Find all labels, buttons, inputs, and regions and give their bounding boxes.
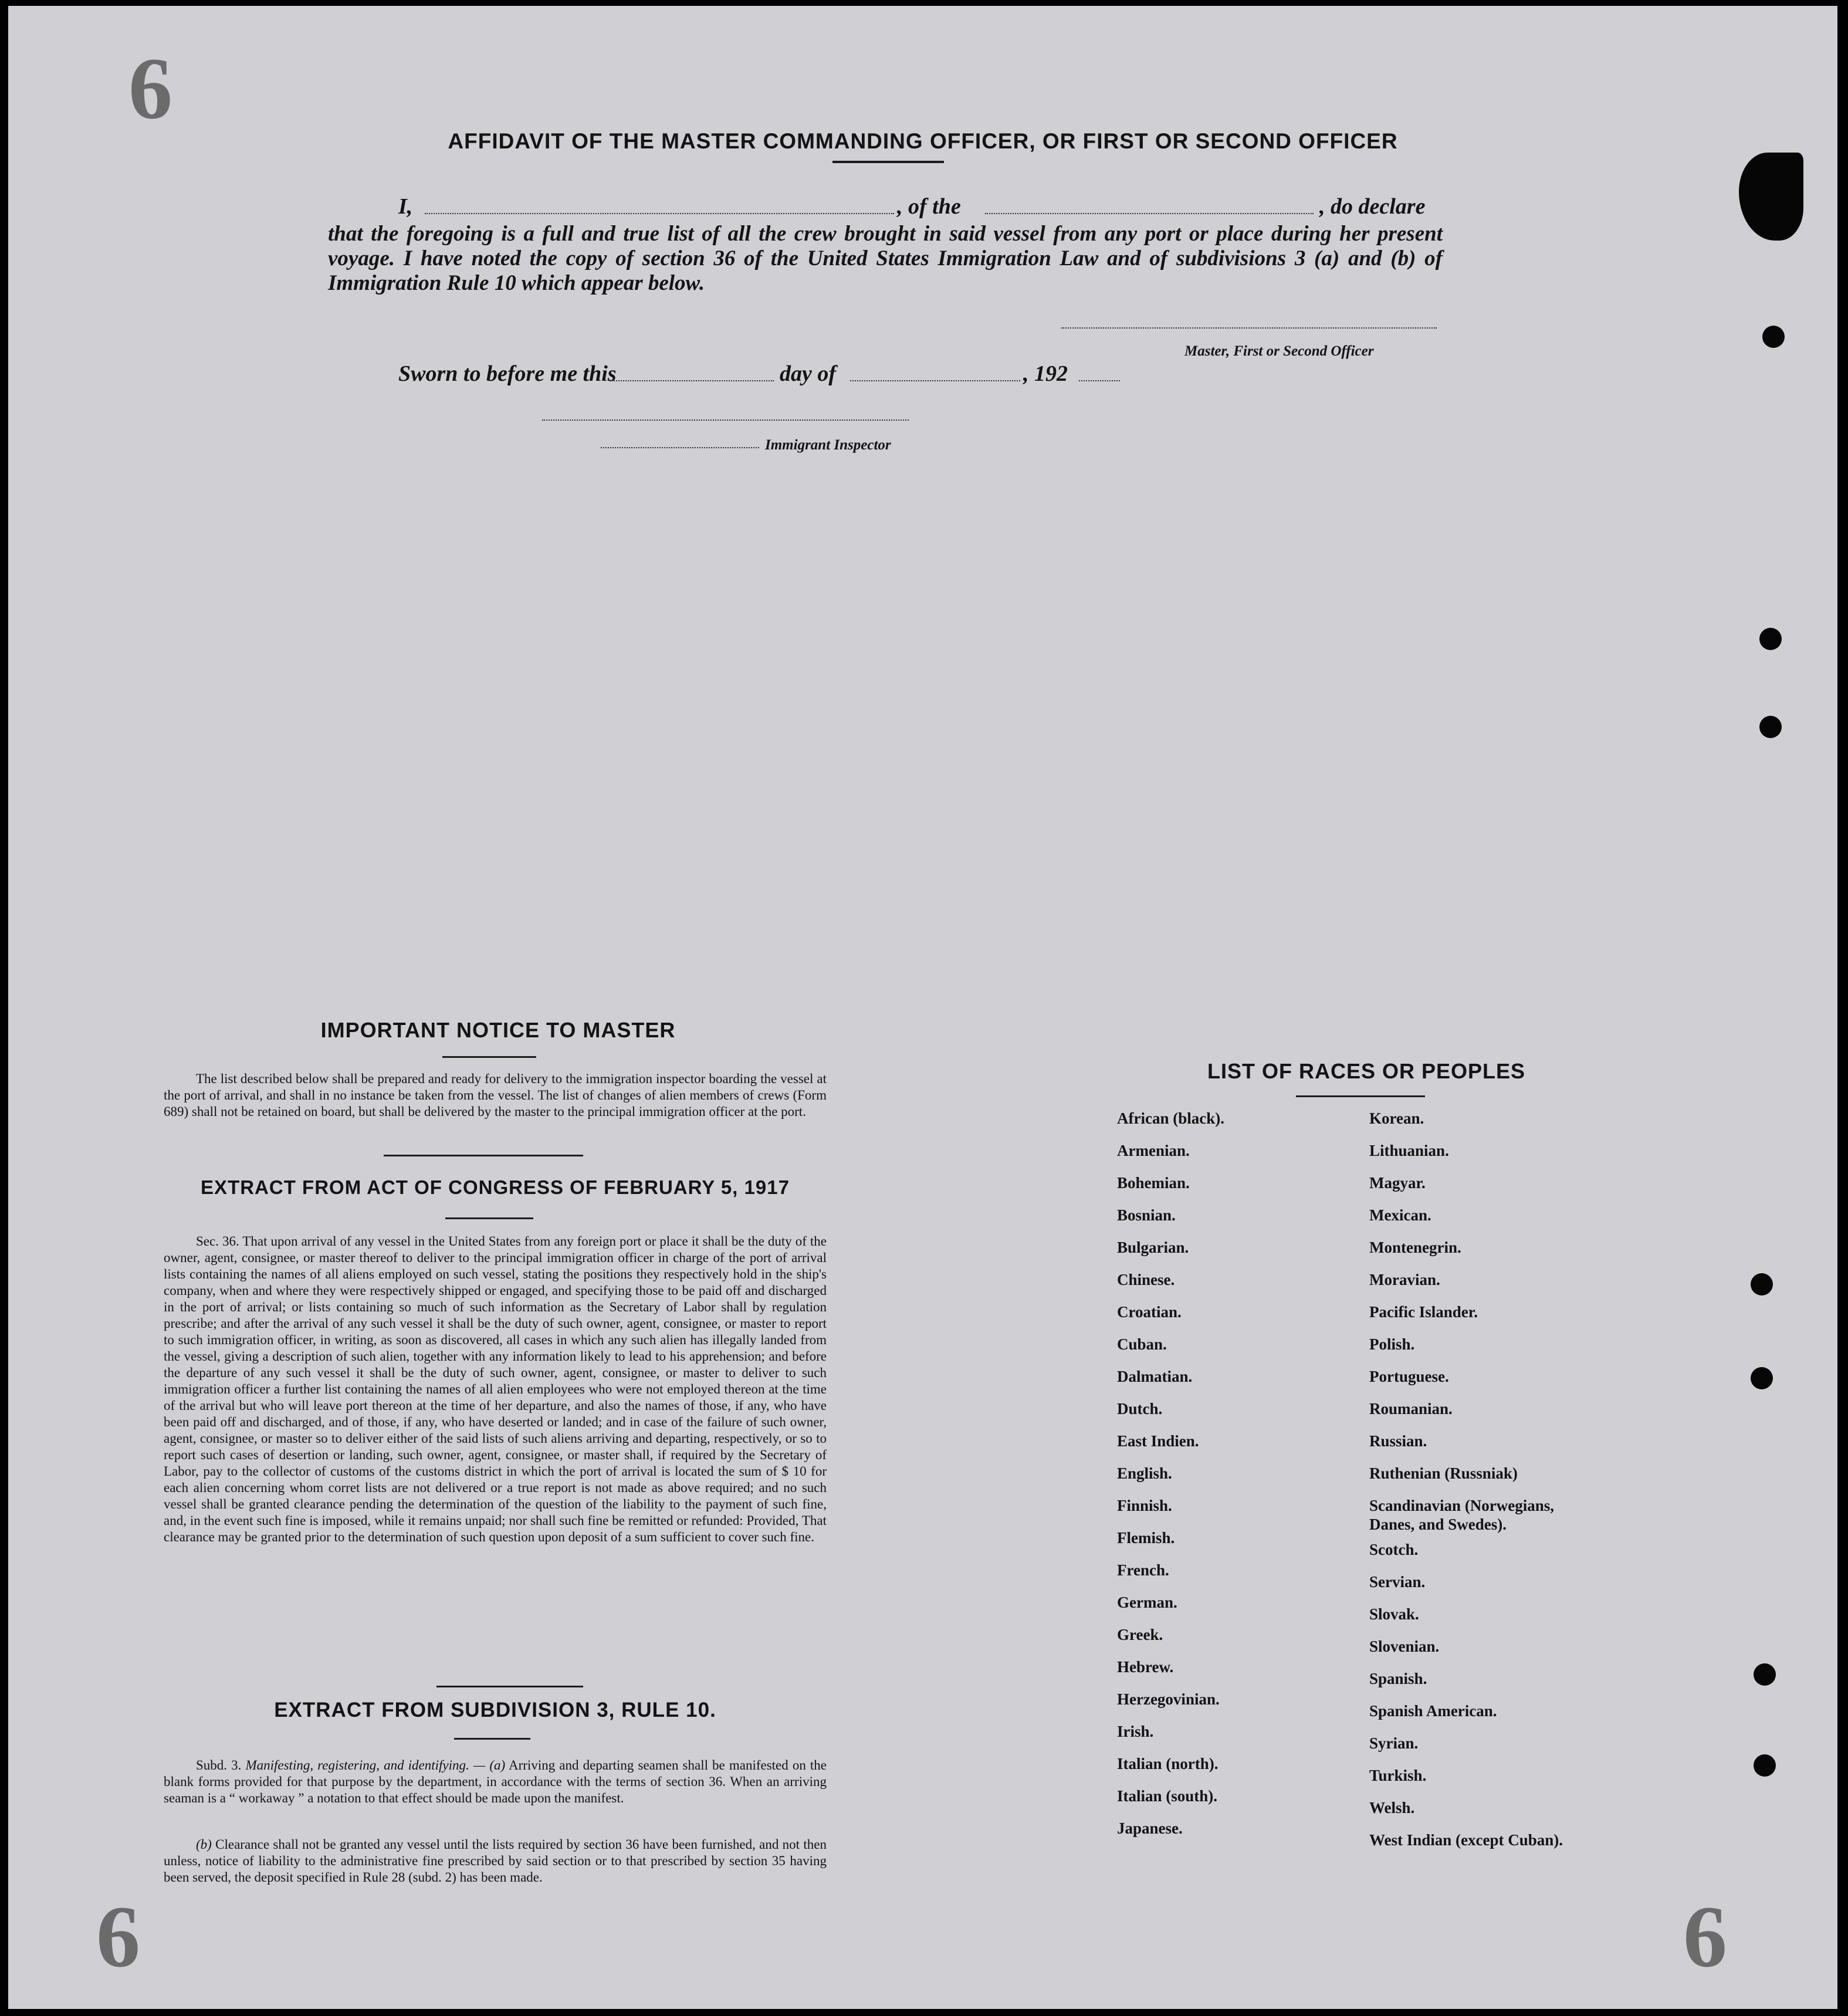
rule10-a-lead: Subd. 3.	[196, 1758, 242, 1773]
race-item: Italian (north).	[1117, 1755, 1219, 1773]
race-item: Magyar.	[1369, 1174, 1426, 1192]
notice-text: The list described below shall be prepared and ready for delivery to the immigration inspector boarding the vessel at the port of arrival, and shall in no instance be taken from the vessel. The list of changes of alien members of crews (Form 689) shall not be retained on board, but shall be delivered by the master to the principal immigration officer at the port.	[164, 1071, 827, 1119]
title-underline	[832, 161, 944, 163]
officer-caption: Master, First or Second Officer	[1184, 343, 1374, 359]
affidavit-declare: , do declare	[1319, 194, 1426, 219]
binder-hole	[1759, 628, 1782, 650]
race-item: Lithuanian.	[1369, 1142, 1449, 1159]
race-item: Dutch.	[1117, 1400, 1163, 1418]
race-item: Chinese.	[1117, 1271, 1175, 1288]
race-item: Bosnian.	[1117, 1206, 1176, 1224]
race-item: Scotch.	[1369, 1541, 1419, 1558]
race-item: Korean.	[1369, 1110, 1424, 1127]
binder-hole	[1751, 1273, 1773, 1295]
race-item: French.	[1117, 1561, 1169, 1579]
race-item: Moravian.	[1369, 1271, 1440, 1288]
rule10-a-text: Arriving and departing seamen shall be manifested on the blank forms provided for that purpose by the department, in accordance with the terms of section 36. When an arriving seaman is a “ workaway ” a notation to that effect should be made upon the manifest.	[164, 1758, 827, 1805]
binder-hole	[1751, 1367, 1773, 1389]
rule10-underline	[454, 1738, 530, 1740]
page-number-bottom-left: 6	[96, 1888, 140, 1985]
notice-separator	[384, 1155, 583, 1156]
race-item: East Indien.	[1117, 1432, 1199, 1450]
race-item: Cuban.	[1117, 1335, 1167, 1353]
congress-text: Sec. 36. That upon arrival of any vessel in the United States from any foreign port or place it shall be the duty of the owner, agent, consignee, or master thereof to deliver to the principal immigration officer in charge of the port of arrival lists containing the names of all aliens employed on such vessel, stating the positions they respectively hold in the ship's company, when and where they were respectively shipped or engaged, and specifying those to be paid off and discharged in the port of arrival; or lists containing so much of such information as the Secretary of Labor shall by regulation prescribe; and after the arrival of any such vessel it shall be the duty of such owner, agent, consignee, or master to report to such immigration officer, in writing, as soon as discovered, all cases in which any such alien has illegally landed from the vessel, giving a description of such alien, together with any information likely to lead to his apprehension; and before the departure of any such vessel it shall be the duty of such owner, agent, consignee, or master to deliver to such immigration officer a further list containing the names of all alien employees who were not employed thereon at the time of the arrival but who will leave port thereon at the time of her departure, and also the names of those, if any, who have been paid off and discharged, and of those, if any, who have deserted or landed; and in case of the failure of such owner, agent, consignee, or master so to deliver either of the said lists of such aliens arriving and departing, respectively, or so to report such cases of desertion or landing, such owner, agent, consignee, or master shall, if required by the Secretary of Labor, pay to the collector of customs of the customs district in which the port of arrival is located the sum of $ 10 for each alien concerning whom corret lists are not delivered or a true report is not made as above required; and no such vessel shall be granted clearance pending the determination of the question of the liability to the payment of such fine, and, in the event such fine is imposed, while it remains unpaid; nor shall such fine be remitted or refunded: Provided, That clearance may be granted prior to the determination of such question upon deposit of a sum sufficient to cover such fine.	[164, 1234, 827, 1544]
rule10-title: EXTRACT FROM SUBDIVISION 3, RULE 10.	[274, 1699, 716, 1721]
notice-title: IMPORTANT NOTICE TO MASTER	[320, 1018, 676, 1042]
document-page	[8, 6, 1837, 2009]
race-item: Welsh.	[1369, 1799, 1415, 1817]
race-item: Polish.	[1369, 1335, 1415, 1353]
race-item: Finnish.	[1117, 1497, 1172, 1514]
races-title: LIST OF RACES OR PEOPLES	[1207, 1059, 1526, 1083]
race-item: Herzegovinian.	[1117, 1690, 1220, 1708]
race-item: Italian (south).	[1117, 1787, 1218, 1805]
binder-hole	[1762, 326, 1785, 348]
race-item: English.	[1117, 1464, 1172, 1482]
year-blank	[1079, 380, 1120, 381]
race-item: Spanish American.	[1369, 1702, 1497, 1720]
month-blank	[850, 380, 1020, 381]
race-item: Flemish.	[1117, 1529, 1175, 1547]
race-item: Dalmatian.	[1117, 1368, 1193, 1385]
rule10-paragraph-a	[164, 1757, 827, 1807]
affidavit-paragraph: that the foregoing is a full and true list of all the crew brought in said vessel from any port or place during her present voyage. I have noted the copy of section 36 of the United States Immigration Law and of subdivisions 3 (a) and (b) of Immigration Rule 10 which appear below.	[328, 222, 1443, 295]
inspector-caption: Immigrant Inspector	[765, 437, 891, 453]
congress-title: EXTRACT FROM ACT OF CONGRESS OF FEBRUARY 5, 1917	[201, 1176, 790, 1198]
race-item: Russian.	[1369, 1432, 1427, 1450]
race-item: Slovenian.	[1369, 1638, 1440, 1655]
binder-hole	[1759, 716, 1782, 738]
races-left-column	[1117, 1109, 1363, 1851]
race-item: Portuguese.	[1369, 1368, 1449, 1385]
races-right-column	[1369, 1109, 1622, 1863]
race-item: Mexican.	[1369, 1206, 1431, 1224]
race-item: Bohemian.	[1117, 1174, 1190, 1192]
race-item: Armenian.	[1117, 1142, 1190, 1159]
affidavit-of-the: , of the	[897, 194, 961, 219]
race-item: Bulgarian.	[1117, 1239, 1189, 1256]
page-number-top: 6	[128, 40, 172, 137]
binder-hole	[1754, 1754, 1776, 1777]
race-item: Ruthenian (Russniak)	[1369, 1464, 1518, 1482]
torn-edge-stain	[1739, 153, 1803, 241]
race-item: Pacific Islander.	[1369, 1303, 1478, 1321]
inspector-signature-line	[542, 420, 909, 421]
officer-signature-line	[1061, 327, 1437, 329]
vessel-blank	[985, 213, 1314, 214]
rule10-a-heading: Manifesting, registering, and identifying. — (a)	[245, 1758, 506, 1773]
year-text: , 192	[1023, 361, 1068, 386]
race-item: Irish.	[1117, 1723, 1154, 1740]
race-item: Hebrew.	[1117, 1658, 1174, 1676]
race-item: Turkish.	[1369, 1767, 1427, 1784]
rule10-b-text: Clearance shall not be granted any vessel until the lists required by section 36 have been furnished, and not then unless, notice of liability to the administrative fine prescribed by said section or to that prescribed by section 35 having been served, the deposit specified in Rule 28 (subd. 2) has been made.	[164, 1837, 827, 1885]
race-item: West Indian (except Cuban).	[1369, 1831, 1563, 1849]
race-item: Servian.	[1369, 1573, 1426, 1591]
race-item: Spanish.	[1369, 1670, 1427, 1687]
sworn-text: Sworn to before me this	[398, 361, 617, 386]
page-number-bottom-right: 6	[1683, 1888, 1727, 1985]
race-item: Scandinavian (Norwegians, Danes, and Swedes).	[1369, 1497, 1555, 1533]
affidavit-i: I,	[398, 194, 413, 219]
affidavit-title: AFFIDAVIT OF THE MASTER COMMANDING OFFICER, OR FIRST OR SECOND OFFICER	[448, 129, 1398, 153]
day-of-text: day of	[780, 361, 837, 386]
race-item: African (black).	[1117, 1110, 1224, 1127]
rule10-paragraph-b	[164, 1836, 827, 1886]
race-item: Japanese.	[1117, 1819, 1183, 1837]
race-item: Roumanian.	[1369, 1400, 1453, 1418]
inspector-name-line	[601, 447, 759, 448]
congress-separator	[436, 1686, 583, 1687]
notice-underline	[442, 1056, 536, 1058]
binder-hole	[1754, 1663, 1776, 1686]
race-item: Greek.	[1117, 1626, 1163, 1643]
rule10-b-lead: (b)	[196, 1837, 212, 1852]
day-blank	[610, 380, 774, 381]
congress-underline	[445, 1217, 533, 1219]
race-item: Montenegrin.	[1369, 1239, 1461, 1256]
races-underline	[1296, 1095, 1425, 1097]
race-item: Slovak.	[1369, 1605, 1419, 1623]
race-item: Syrian.	[1369, 1734, 1419, 1752]
race-item: Croatian.	[1117, 1303, 1182, 1321]
name-blank	[425, 213, 894, 214]
race-item: German.	[1117, 1594, 1177, 1611]
